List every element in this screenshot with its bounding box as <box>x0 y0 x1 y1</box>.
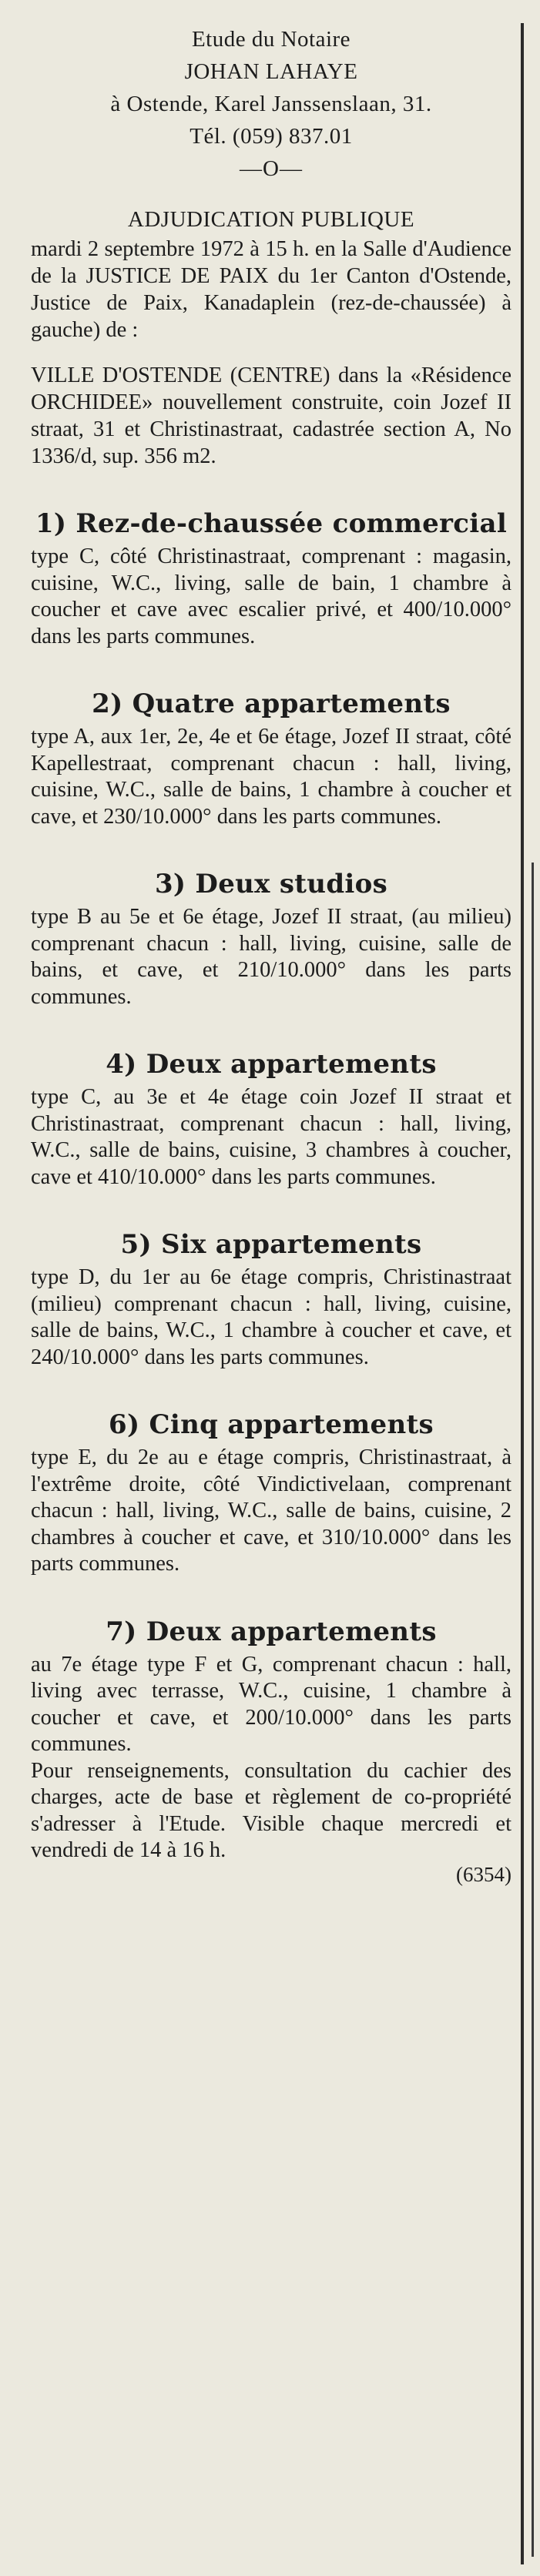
header-line-2: JOHAN LAHAYE <box>184 59 358 84</box>
lot-7 <box>31 1612 511 1758</box>
lot-4 <box>31 1044 511 1191</box>
lot-2 <box>31 684 511 830</box>
lot-title: 4) Deux appartements <box>106 1049 437 1080</box>
lot-5 <box>31 1224 511 1371</box>
notice-column <box>31 23 511 1888</box>
lot-description: au 7e étage type F et G, comprenant chacun : hall, living avec terrasse, W.C., cuisine, 1 chambre à coucher et cave, et 200/10.000° dans les parts communes. <box>31 1652 511 1756</box>
lot-title: 1) Rez-de-chaussée commercial <box>35 508 508 539</box>
lot-1 <box>31 504 511 650</box>
lot-title: 3) Deux studios <box>154 869 388 899</box>
lot-3 <box>31 864 511 1010</box>
auction-details: mardi 2 septembre 1972 à 15 h. en la Salle d'Audience de la JUSTICE DE PAIX du 1er Canton d'Ostende, Justice de Paix, Kanadaplein (rez-de-chaussée) à gauche) de : <box>31 237 511 342</box>
lot-description: type A, aux 1er, 2e, 4e et 6e étage, Jozef II straat, côté Kapellestraat, comprenant chacun : hall, living, cuisine, W.C., salle de bains, 1 chambre à coucher et cave, et 230/10.000° dans les parts communes. <box>31 725 511 829</box>
lot-description: type D, du 1er au 6e étage compris, Christinastraat (milieu) comprenant chacun : hall, living, cuisine, salle de bains, W.C., 1 chambre à coucher et cave, et 240/10.000° dans les parts communes. <box>31 1265 511 1369</box>
notary-header <box>31 23 511 185</box>
lot-title: 5) Six appartements <box>120 1229 422 1260</box>
lot-title: 7) Deux appartements <box>106 1616 437 1647</box>
header-separator: —O— <box>240 156 303 181</box>
column-rule-secondary <box>532 863 534 2557</box>
lot-6 <box>31 1405 511 1578</box>
auction-title: ADJUDICATION PUBLIQUE <box>127 207 415 232</box>
reference-number: (6354) <box>456 1862 511 1886</box>
lot-title: 6) Cinq appartements <box>109 1409 434 1440</box>
header-line-1: Etude du Notaire <box>191 27 351 52</box>
lot-description: type C, côté Christinastraat, comprenant : magasin, cuisine, W.C., living, salle de bain, 1 chambre à coucher et cave avec escalier privé, et 400/10.000° dans les parts communes. <box>31 544 511 648</box>
lot-description: type E, du 2e au e étage compris, Christinastraat, à l'extrême droite, côté Vindictivelaan, comprenant chacun : hall, living, W.C., salle de bains, cuisine, 2 chambres à coucher et cave, et 310/10.000° dans les parts communes. <box>31 1445 511 1576</box>
header-line-3: à Ostende, Karel Janssenslaan, 31. <box>110 92 432 116</box>
lot-description: type B au 5e et 6e étage, Jozef II straat, (au milieu) comprenant chacun : hall, living, cuisine, salle de bains, et cave, et 210/10.000° dans les parts communes. <box>31 905 511 1009</box>
column-rule <box>521 23 524 2564</box>
header-line-4: Tél. (059) 837.01 <box>190 124 353 149</box>
lot-description: type C, au 3e et 4e étage coin Jozef II straat et Christinastraat, comprenant chacun : hall, living, W.C., salle de bains, cuisine, 3 chambres à coucher, cave et 410/10.000° dans les parts communes. <box>31 1085 511 1189</box>
lot-title: 2) Quatre appartements <box>92 688 451 719</box>
contact-info: Pour renseignements, consultation du cachier des charges, acte de base et règlement de co-propriété s'adresser à l'Etude. Visible chaque mercredi et vendredi de 14 à 16 h. <box>31 1758 511 1862</box>
property-location: VILLE D'OSTENDE (CENTRE) dans la «Résidence ORCHIDEE» nouvellement construite, coin Jozef II straat, 31 et Christinastraat, cadastrée section A, No 1336/d, sup. 356 m2. <box>31 363 511 468</box>
